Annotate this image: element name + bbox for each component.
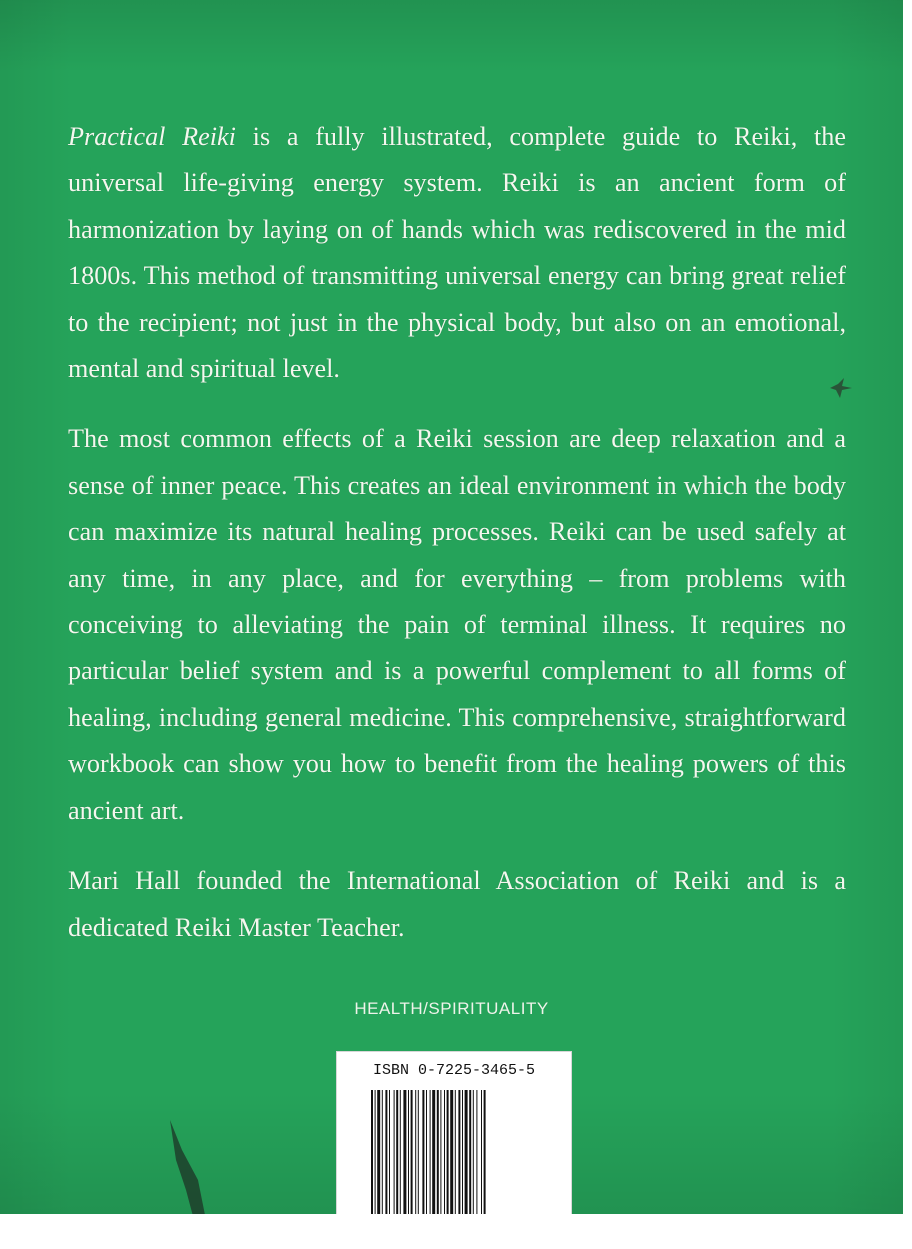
cover-crease-mark [168,1120,208,1214]
book-title-italic: Practical Reiki [68,122,236,151]
author-bio: Mari Hall founded the International Association of Reiki and is a dedicated Reiki Master Teacher. [68,866,846,942]
barcode-icon [371,1090,537,1214]
category-label: HEALTH/SPIRITUALITY [354,999,549,1018]
smudge-mark [826,376,854,400]
blurb-paragraph-1 [68,114,846,392]
blurb-paragraph-1-text: is a fully illustrated, complete guide to Reiki, the universal life-giving energy system. Reiki is an ancient form of harmonization by laying on of hands which was rediscovered in the mid 1800s. This method of transmitting universal energy can bring great relief to the recipient; not just in the physical body, but also on an emotional, mental and spiritual level. [68,122,847,384]
blurb-paragraph-2: The most common effects of a Reiki session are deep relaxation and a sense of inner peace. This creates an ideal environment in which the body can maximize its natural healing processes. Reiki can be used safely at any time, in any place, and for everything – from problems with conceiving to alleviating the pain of terminal illness. It requires no particular belief system and is a powerful complement to all forms of healing, including general medicine. This comprehensive, straightforward workbook can show you how to benefit from the healing powers of this ancient art. [68,424,846,825]
isbn-label: ISBN 0-7225-3465-5 [372,1062,536,1079]
blurb-text [68,114,846,975]
barcode-box [336,1051,572,1214]
